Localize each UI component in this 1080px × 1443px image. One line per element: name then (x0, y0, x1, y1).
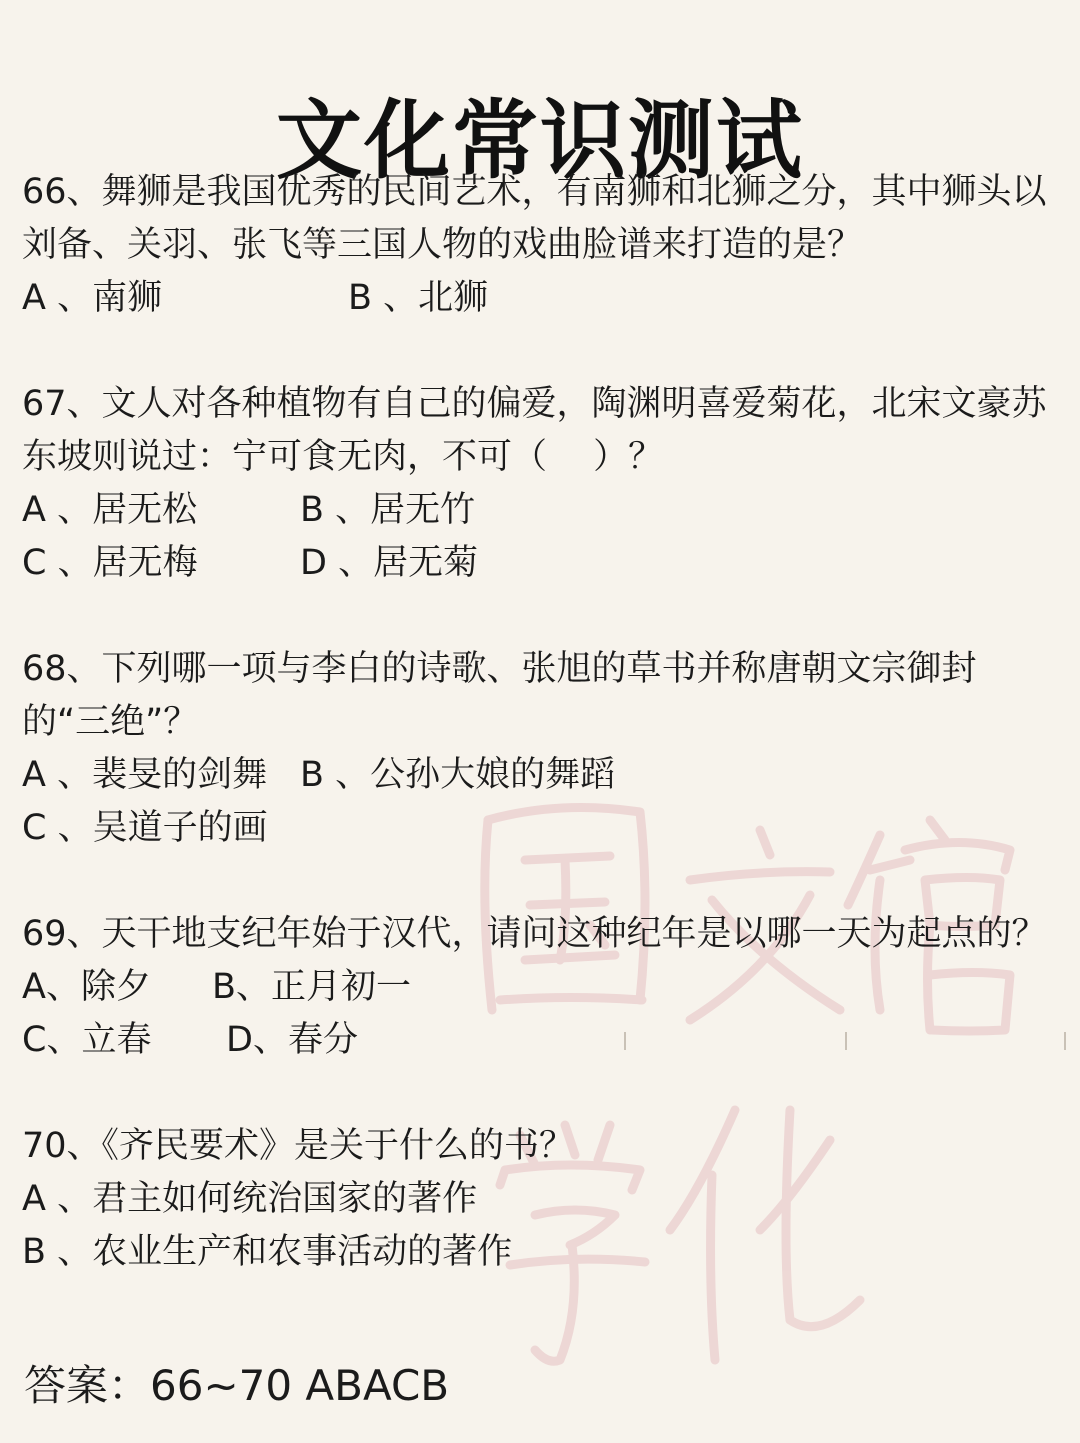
option-row (22, 272, 1062, 325)
option-b: B 、农业生产和农事活动的著作 (22, 1232, 513, 1272)
option-row (22, 961, 1062, 1014)
question-list (22, 166, 1062, 1279)
option-d: D 、居无菊 (300, 543, 479, 583)
option-row (22, 1226, 1062, 1279)
divider (1064, 1032, 1066, 1050)
option-row (22, 537, 1062, 590)
option-c: C 、吴道子的画 (22, 808, 268, 848)
option-b: B、正月初一 (212, 967, 412, 1007)
question-text: 69、天干地支纪年始于汉代，请问这种纪年是以哪一天为起点的？ (22, 914, 1047, 954)
option-d: D、春分 (226, 1020, 358, 1060)
question-68 (22, 643, 1062, 855)
question-text: 66、舞狮是我国优秀的民间艺术，有南狮和北狮之分，其中狮头以刘备、关羽、张飞等三国人物的戏曲脸谱来打造的是？ (22, 172, 1047, 265)
question-text: 68、下列哪一项与李白的诗歌、张旭的草书并称唐朝文宗御封的“三绝”？ (22, 649, 977, 742)
option-row (22, 749, 1062, 802)
option-row (22, 484, 1062, 537)
question-text: 67、文人对各种植物有自己的偏爱，陶渊明喜爱菊花，北宋文豪苏东坡则说过：宁可食无肉，不可（ ）？ (22, 384, 1047, 477)
option-a: A 、居无松 (22, 490, 198, 530)
option-a: A 、南狮 (22, 278, 163, 318)
divider (845, 1032, 847, 1050)
answer-key: 答案：66~70 ABACB (24, 1361, 450, 1410)
option-b: B 、公孙大娘的舞蹈 (300, 755, 616, 795)
question-text: 70、《齐民要术》是关于什么的书？ (22, 1126, 575, 1166)
option-c: C、立春 (22, 1020, 152, 1060)
question-70 (22, 1120, 1062, 1279)
option-a: A、除夕 (22, 967, 151, 1007)
question-67 (22, 378, 1062, 590)
option-a: A 、君主如何统治国家的著作 (22, 1179, 478, 1219)
option-b: B 、居无竹 (300, 490, 476, 530)
question-69 (22, 908, 1062, 1067)
option-b: B 、北狮 (348, 278, 489, 318)
page-title: 文化常识测试 (276, 90, 804, 191)
option-c: C 、居无梅 (22, 543, 198, 583)
option-a: A 、裴旻的剑舞 (22, 755, 268, 795)
divider (624, 1032, 626, 1050)
option-row (22, 1173, 1062, 1226)
option-row (22, 1014, 1062, 1067)
option-row (22, 802, 1062, 855)
question-66 (22, 166, 1062, 325)
